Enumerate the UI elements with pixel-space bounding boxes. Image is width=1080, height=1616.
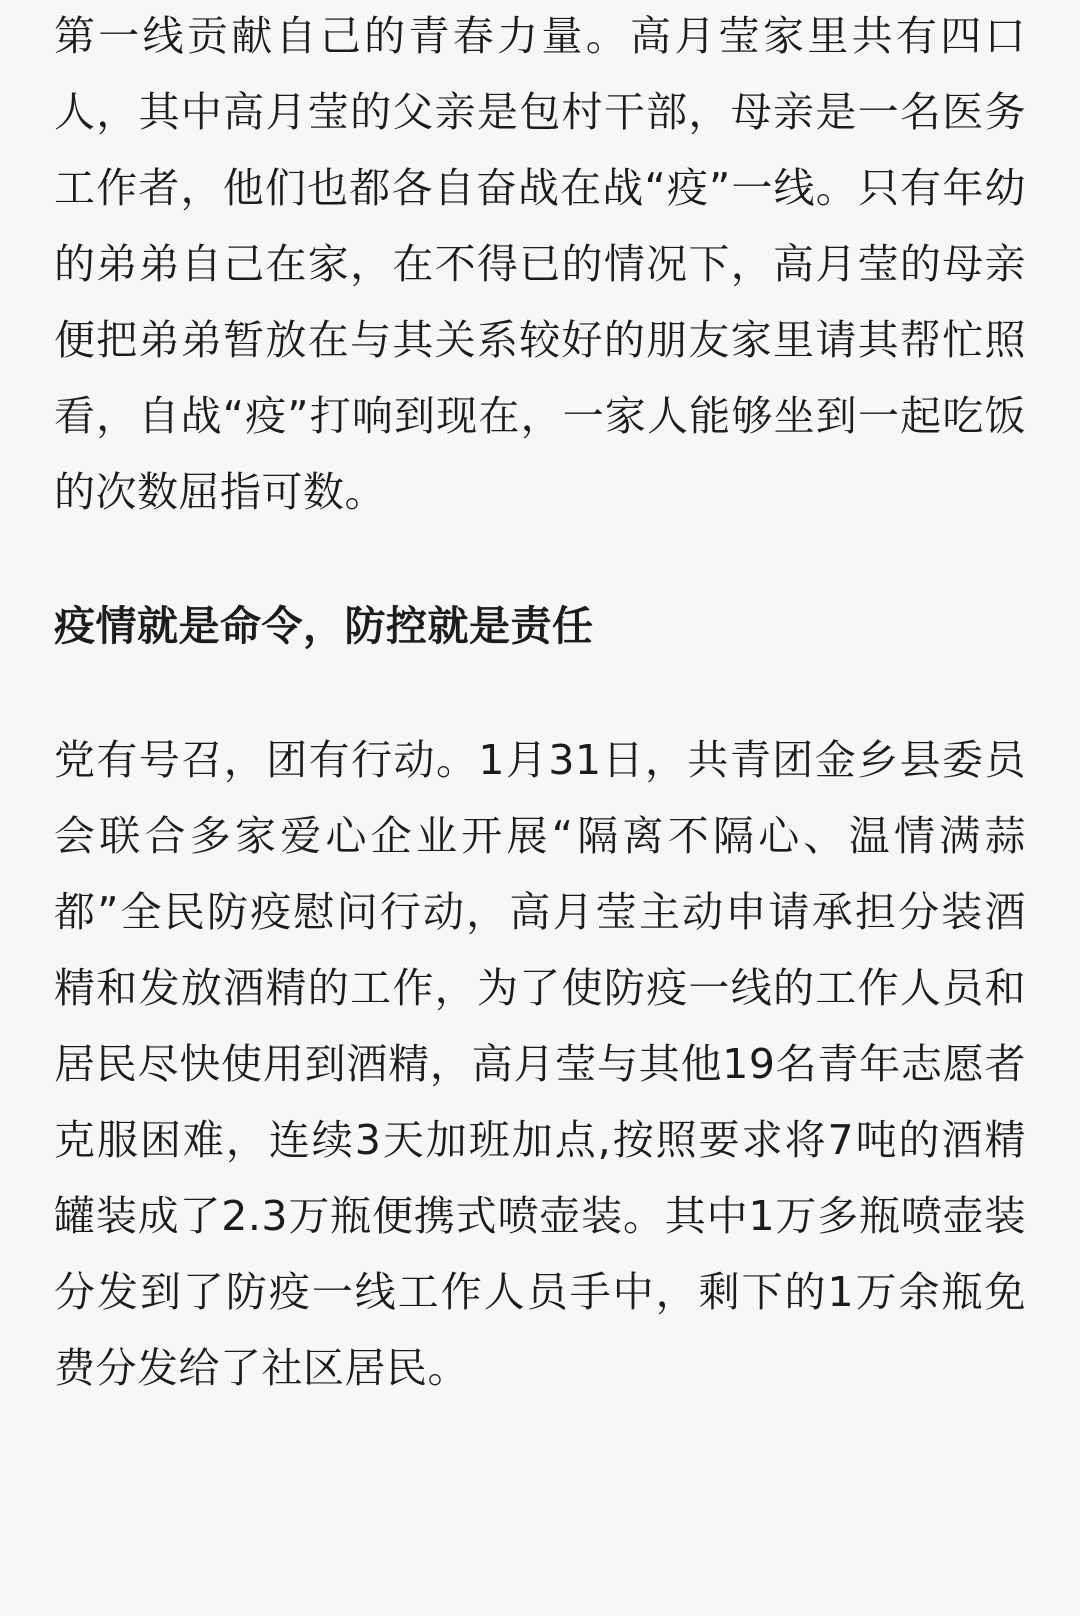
- paragraph-action: 党有号召，团有行动。1月31日，共青团金乡县委员会联合多家爱心企业开展“隔离不隔心、温情满蒜都”全民防疫慰问行动，高月莹主动申请承担分装酒精和发放酒精的工作，为了使防疫一线的工作人员和居民尽快使用到酒精，高月莹与其他19名青年志愿者克服困难，连续3天加班加点,按照要求将7吨的酒精罐装成了2.3万瓶便携式喷壶装。其中1万多瓶喷壶装分发到了防疫一线工作人员手中，剩下的1万余瓶免费分发给了社区居民。: [54, 736, 1026, 1392]
- paragraph-spacer: [54, 664, 1026, 722]
- section-heading: 疫情就是命令，防控就是责任: [54, 602, 594, 650]
- paragraph-family: 第一线贡献自己的青春力量。高月莹家里共有四口人，其中高月莹的父亲是包村干部，母亲是一名医务工作者，他们也都各自奋战在战“疫”一线。只有年幼的弟弟自己在家，在不得已的情况下，高月莹的母亲便把弟弟暂放在与其关系较好的朋友家里请其帮忙照看，自战“疫”打响到现在，一家人能够坐到一起吃饭的次数屈指可数。: [54, 12, 1026, 516]
- paragraph-spacer: [54, 530, 1026, 588]
